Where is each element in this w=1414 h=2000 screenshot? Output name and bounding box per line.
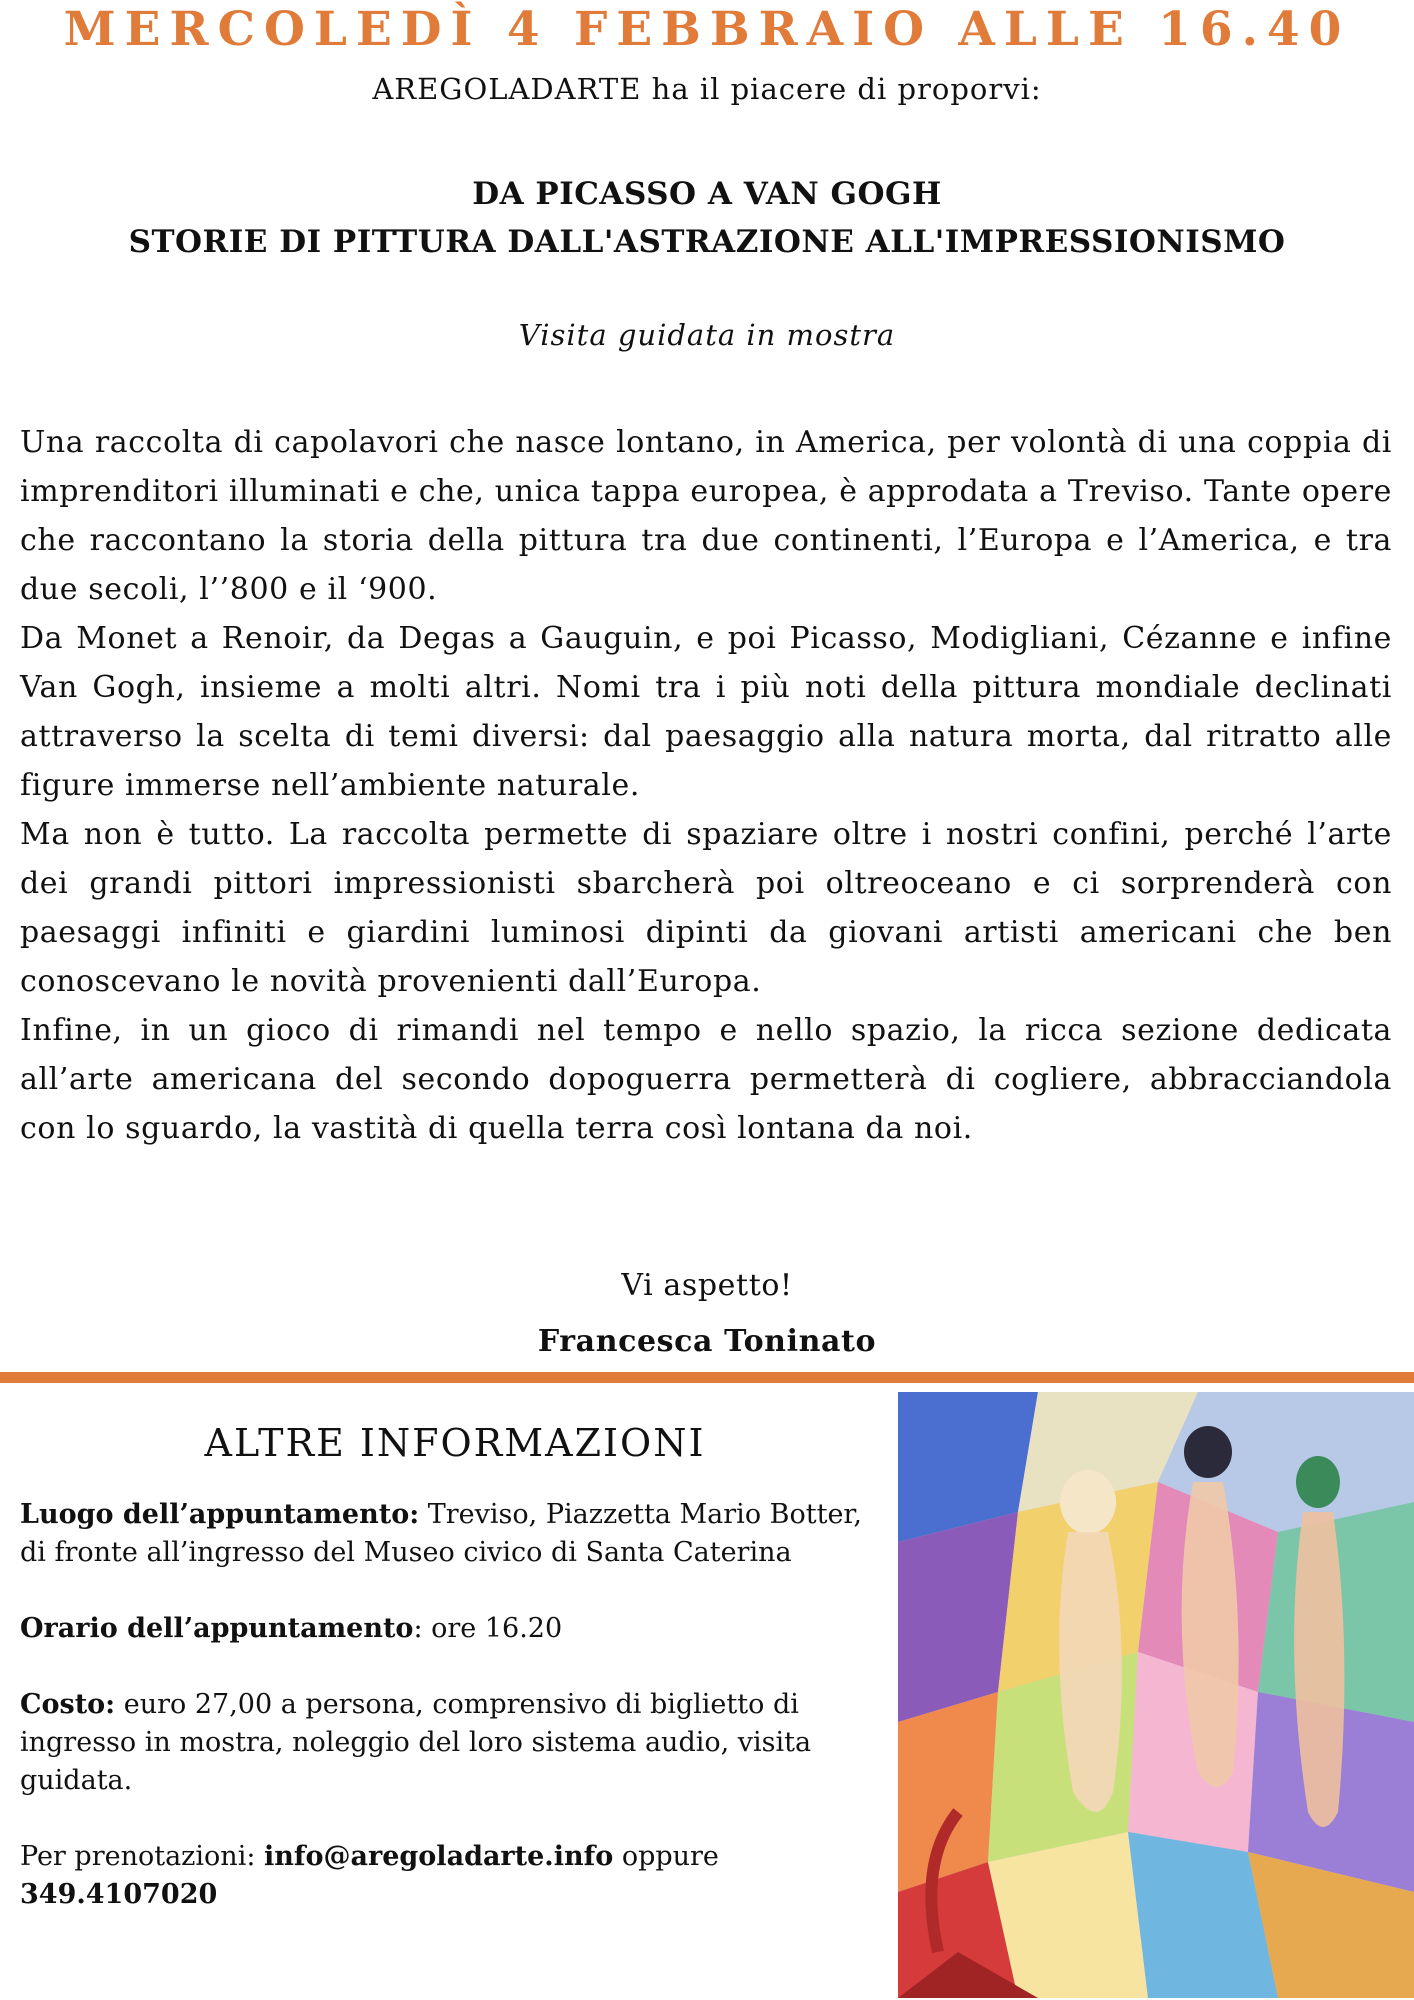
event-date-heading: MERCOLEDÌ 4 FEBBRAIO ALLE 16.40 <box>63 2 1351 57</box>
info-time <box>20 1610 890 1648</box>
cost-value: euro 27,00 a persona, comprensivo di biglietto di ingresso in mostra, noleggio del loro sistema audio, visita guidata. <box>20 1689 812 1796</box>
subtitle: Visita guidata in mostra <box>518 318 896 352</box>
greeting: Vi aspetto! <box>621 1268 793 1303</box>
author-name: Francesca Toninato <box>537 1324 877 1359</box>
description-paragraph: Ma non è tutto. La raccolta permette di spaziare oltre i nostri confini, perché l’arte dei grandi pittori impressionisti sbarcherà poi oltreoceano e ci sorprenderà con paesaggi infiniti e giardini luminosi dipinti da giovani artisti americani che ben conoscevano le novità provenienti dall’Europa. <box>20 817 1392 999</box>
booking-phone[interactable]: 349.4107020 <box>20 1879 218 1910</box>
info-cost <box>20 1686 890 1800</box>
painting-artwork <box>898 1392 1414 1998</box>
title-line-1: DA PICASSO A VAN GOGH <box>472 176 942 212</box>
info-booking <box>20 1838 890 1914</box>
place-value: Treviso, Piazzetta Mario Botter, di fronte all’ingresso del Museo civico di Santa Caterina <box>20 1499 862 1568</box>
painting-image <box>898 1392 1414 1998</box>
booking-email[interactable]: info@aregoladarte.info <box>264 1841 614 1872</box>
cost-label: Costo: <box>20 1689 116 1720</box>
title-line-2: STORIE DI PITTURA DALL'ASTRAZIONE ALL'IMPRESSIONISMO <box>128 224 1286 260</box>
time-value: : ore 16.20 <box>413 1613 563 1644</box>
exhibition-title <box>0 170 1414 266</box>
time-label: Orario dell’appuntamento <box>20 1613 414 1644</box>
booking-or: oppure <box>613 1841 719 1872</box>
place-label: Luogo dell’appuntamento: <box>20 1499 420 1530</box>
signoff <box>0 1258 1414 1370</box>
booking-prefix: Per prenotazioni: <box>20 1841 265 1872</box>
description <box>20 418 1392 1153</box>
info-place <box>20 1496 890 1572</box>
section-divider <box>0 1372 1414 1383</box>
description-paragraph: Infine, in un gioco di rimandi nel tempo e nello spazio, la ricca sezione dedicata all’arte americana del secondo dopoguerra permetterà di cogliere, abbracciandola con lo sguardo, la vastità di quella terra così lontana da noi. <box>20 1013 1392 1146</box>
info-heading: ALTRE INFORMAZIONI <box>204 1421 706 1465</box>
info-section <box>20 1420 890 1952</box>
description-paragraph: Da Monet a Renoir, da Degas a Gauguin, e poi Picasso, Modigliani, Cézanne e infine Van Gogh, insieme a molti altri. Nomi tra i più noti della pittura mondiale declinati attraverso la scelta di temi diversi: dal paesaggio alla natura morta, dal ritratto alle figure immerse nell’ambiente naturale. <box>20 621 1392 803</box>
description-paragraph: Una raccolta di capolavori che nasce lontano, in America, per volontà di una coppia di imprenditori illuminati e che, unica tappa europea, è approdata a Treviso. Tante opere che raccontano la storia della pittura tra due continenti, l’Europa e l’America, e tra due secoli, l’’800 e il ‘900. <box>20 425 1392 607</box>
intro-line: AREGOLADARTE ha il piacere di proporvi: <box>372 72 1042 106</box>
